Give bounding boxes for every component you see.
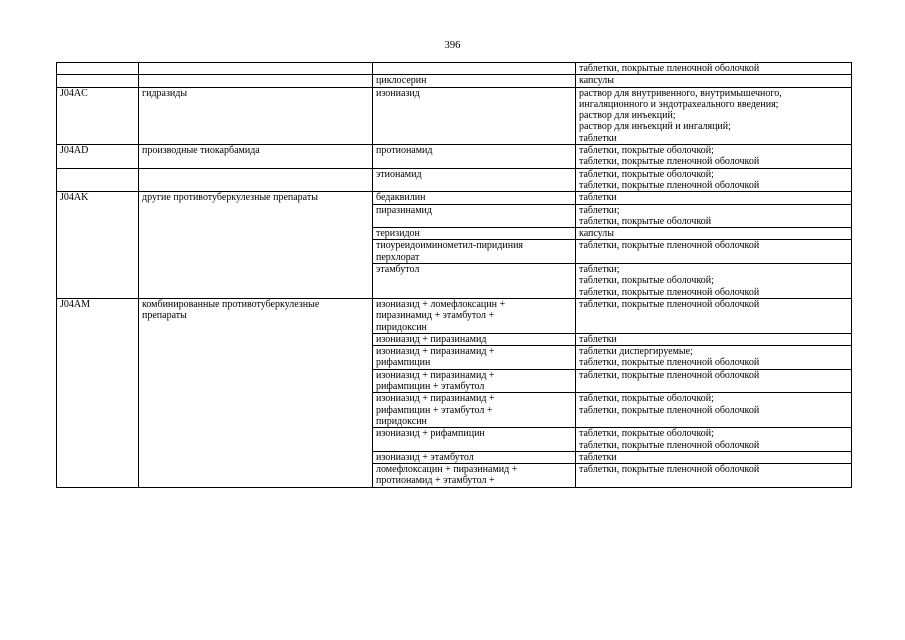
form-cell	[576, 240, 852, 264]
form-cell	[576, 464, 852, 488]
atc-code-cell: J04AD	[57, 145, 139, 169]
form-cell	[576, 192, 852, 204]
drug-cell	[373, 240, 576, 264]
drug-cell	[373, 369, 576, 393]
drug-cell	[373, 204, 576, 228]
drug-line: протионамид	[376, 145, 433, 157]
atc-code-cell	[57, 168, 139, 192]
table-row	[57, 298, 852, 333]
form-line: таблетки, покрытые оболочкой;	[579, 145, 714, 157]
form-line: таблетки, покрытые пленочной оболочкой	[579, 357, 760, 369]
group-cell: другие противотуберкулезные препараты	[139, 192, 373, 299]
form-line: таблетки, покрытые пленочной оболочкой	[579, 369, 760, 381]
drug-line: этамбутол	[376, 264, 420, 276]
group-cell	[139, 75, 373, 87]
form-line: таблетки	[579, 132, 617, 144]
form-line: таблетки;	[579, 204, 620, 216]
form-cell	[576, 451, 852, 463]
drug-cell	[373, 192, 576, 204]
form-line: таблетки, покрытые пленочной оболочкой	[579, 439, 760, 451]
page-number: 396	[444, 40, 461, 51]
drug-line: этионамид	[376, 168, 422, 180]
form-line: капсулы	[579, 228, 614, 240]
atc-code-cell: J04AM	[57, 298, 139, 487]
drug-cell	[373, 264, 576, 299]
drug-line: пиразинамид + этамбутол +	[376, 310, 495, 322]
form-cell	[576, 333, 852, 345]
form-line: таблетки, покрытые оболочкой;	[579, 428, 714, 440]
table-row	[57, 145, 852, 169]
atc-code-cell: J04AC	[57, 87, 139, 144]
drug-line: ломефлоксацин + пиразинамид +	[376, 464, 518, 476]
form-cell	[576, 298, 852, 333]
form-cell	[576, 87, 852, 144]
form-cell	[576, 228, 852, 240]
drug-line: изониазид + пиразинамид +	[376, 369, 495, 381]
form-line: капсулы	[579, 75, 614, 87]
form-cell	[576, 75, 852, 87]
form-line: таблетки, покрытые оболочкой	[579, 215, 712, 227]
group-cell: гидразиды	[139, 87, 373, 144]
drug-line: изониазид + пиразинамид +	[376, 393, 495, 405]
form-line: таблетки диспергируемые;	[579, 346, 693, 358]
form-line: таблетки, покрытые пленочной оболочкой	[579, 63, 760, 74]
drug-line: пиридоксин	[376, 321, 427, 333]
group-cell	[139, 168, 373, 192]
form-cell	[576, 346, 852, 370]
form-line: таблетки	[579, 192, 617, 204]
form-line: таблетки, покрытые пленочной оболочкой	[579, 298, 760, 310]
form-line: таблетки, покрытые оболочкой;	[579, 275, 714, 287]
form-line: таблетки, покрытые пленочной оболочкой	[579, 404, 760, 416]
form-line: таблетки, покрытые пленочной оболочкой	[579, 179, 760, 191]
table-row	[57, 168, 852, 192]
group-line: комбинированные противотуберкулезные	[142, 298, 320, 310]
drug-line: рифампицин + этамбутол +	[376, 404, 493, 416]
form-line: таблетки, покрытые пленочной оболочкой	[579, 464, 760, 476]
drug-line: перхлорат	[376, 251, 420, 263]
drug-table	[56, 62, 852, 488]
form-cell	[576, 145, 852, 169]
group-cell	[139, 298, 373, 487]
form-line: раствор для инъекций и ингаляций;	[579, 121, 731, 133]
form-cell	[576, 63, 852, 75]
drug-cell	[373, 428, 576, 452]
drug-line: изониазид + рифампицин	[376, 428, 485, 440]
drug-cell	[373, 346, 576, 370]
drug-cell	[373, 393, 576, 428]
form-line: таблетки, покрытые пленочной оболочкой	[579, 156, 760, 168]
form-line: ингаляционного и эндотрахеального введения;	[579, 98, 779, 110]
form-line: таблетки, покрытые пленочной оболочкой	[579, 240, 760, 252]
atc-code-cell: J04AK	[57, 192, 139, 299]
atc-code-cell	[57, 63, 139, 75]
drug-line: протионамид + этамбутол +	[376, 475, 495, 487]
drug-cell	[373, 63, 576, 75]
group-cell	[139, 63, 373, 75]
table-row	[57, 63, 852, 75]
atc-code-cell	[57, 75, 139, 87]
drug-line: циклосерин	[376, 75, 427, 87]
table-row	[57, 75, 852, 87]
drug-line: изониазид + ломефлоксацин +	[376, 298, 506, 310]
drug-line: пиридоксин	[376, 415, 427, 427]
form-cell	[576, 204, 852, 228]
drug-line: тиоуреидоиминометил-пиридиния	[376, 240, 524, 252]
drug-cell	[373, 168, 576, 192]
drug-line: изониазид + пиразинамид	[376, 333, 487, 345]
form-line: таблетки, покрытые оболочкой;	[579, 393, 714, 405]
drug-line: пиразинамид	[376, 204, 433, 216]
drug-line: изониазид + этамбутол	[376, 451, 474, 463]
form-line: таблетки, покрытые пленочной оболочкой	[579, 286, 760, 298]
form-line: таблетки, покрытые оболочкой;	[579, 168, 714, 180]
drug-line: теризидон	[376, 228, 420, 240]
drug-line: бедаквилин	[376, 192, 426, 204]
form-cell	[576, 369, 852, 393]
form-line: раствор для внутривенного, внутримышечного,	[579, 87, 782, 99]
drug-line: изониазид + пиразинамид +	[376, 346, 495, 358]
drug-line: изониазид	[376, 87, 420, 99]
table-row	[57, 87, 852, 144]
table-row	[57, 192, 852, 204]
drug-cell	[373, 298, 576, 333]
form-cell	[576, 264, 852, 299]
form-line: таблетки	[579, 333, 617, 345]
drug-cell	[373, 333, 576, 345]
drug-cell	[373, 464, 576, 488]
drug-cell	[373, 228, 576, 240]
drug-cell	[373, 75, 576, 87]
group-cell: производные тиокарбамида	[139, 145, 373, 169]
drug-line: рифампицин + этамбутол	[376, 381, 485, 393]
form-cell	[576, 393, 852, 428]
drug-cell	[373, 87, 576, 144]
form-line: раствор для инъекций;	[579, 110, 676, 122]
form-cell	[576, 428, 852, 452]
form-cell	[576, 168, 852, 192]
drug-cell	[373, 145, 576, 169]
form-line: таблетки;	[579, 264, 620, 276]
group-line: препараты	[142, 310, 187, 322]
drug-line: рифампицин	[376, 357, 431, 369]
form-line: таблетки	[579, 451, 617, 463]
drug-cell	[373, 451, 576, 463]
